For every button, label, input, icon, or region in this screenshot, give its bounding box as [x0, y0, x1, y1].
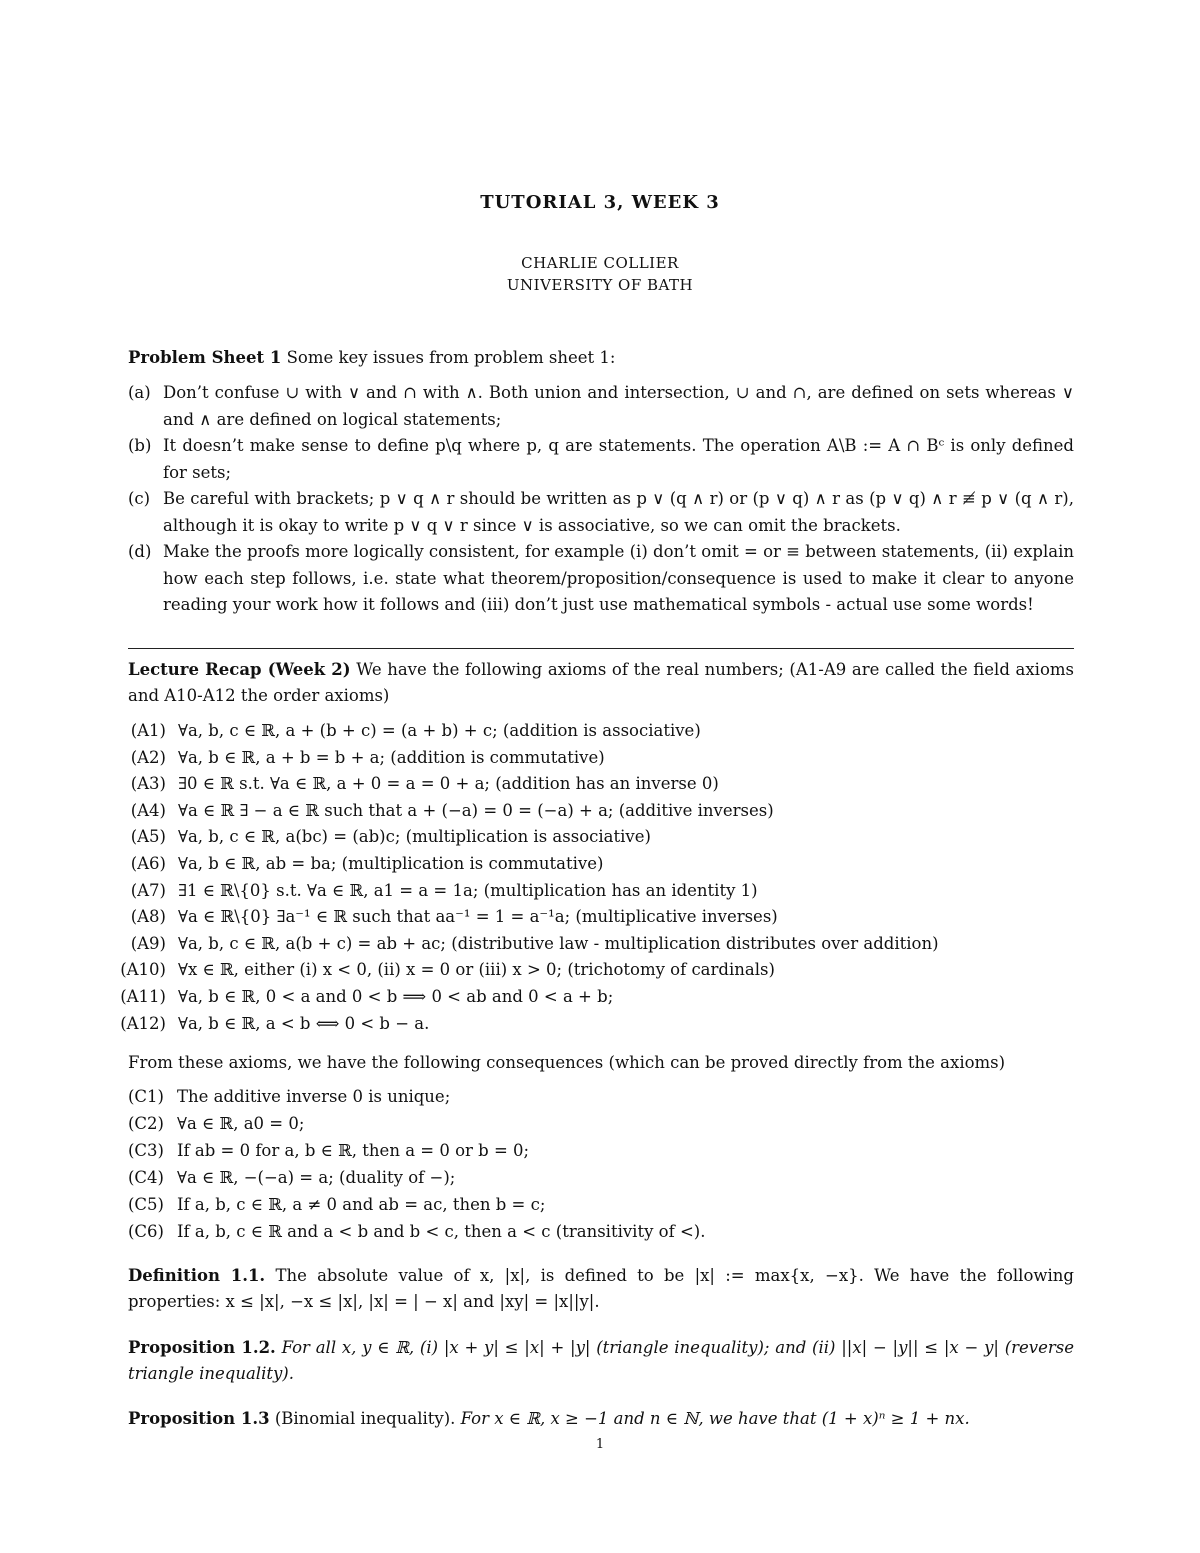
consequence-item	[128, 1164, 1074, 1191]
axiom-label: (A10)	[120, 960, 166, 980]
problem-sheet-heading: Problem Sheet 1	[128, 348, 282, 367]
axiom-item	[120, 984, 1074, 1011]
list-item	[128, 486, 1074, 539]
list-item	[128, 539, 1074, 619]
axiom-item	[128, 904, 1074, 931]
axiom-label: (A5)	[130, 827, 166, 847]
axiom-label: (A1)	[130, 721, 166, 740]
axiom-text: ∀a ∈ ℝ ∃ − a ∈ ℝ such that a + (−a) = 0 = (−a) + a; (additive inverses)	[178, 800, 774, 820]
consequence-text: ∀a ∈ ℝ, a0 = 0;	[177, 1114, 305, 1133]
proposition-1-3	[128, 1406, 1074, 1432]
item-text: Be careful with brackets; p ∨ q ∧ r should be written as p ∨ (q ∧ r) or (p ∨ q) ∧ r as (p ∨ q) ∧ r ≢ p ∨ (q ∧ r), although it is okay to write p ∨ q ∨ r since ∨ is associative, so we can omit the brackets.	[163, 489, 1074, 535]
item-text: It doesn’t make sense to define p\q where p, q are statements. The operation A\B := A ∩ Bᶜ is only defined for sets;	[163, 436, 1074, 482]
axiom-item	[128, 824, 1074, 851]
page-number: 1	[595, 1437, 605, 1452]
axiom-item	[120, 1011, 1074, 1038]
axiom-text: ∀a, b, c ∈ ℝ, a(bc) = (ab)c; (multiplication is associative)	[178, 827, 651, 847]
proposition-text: For x ∈ ℝ, x ≥ −1 and n ∈ ℕ, we have that (1 + x)ⁿ ≥ 1 + nx.	[460, 1409, 970, 1428]
page-title: TUTORIAL 3, WEEK 3	[480, 192, 720, 213]
item-text: Don’t confuse ∪ with ∨ and ∩ with ∧. Both union and intersection, ∪ and ∩, are defined on sets whereas ∨ and ∧ are defined on logical statements;	[163, 383, 1074, 429]
item-label: (a)	[128, 383, 151, 402]
consequence-item	[128, 1110, 1074, 1137]
proposition-heading: Proposition 1.2.	[128, 1338, 276, 1357]
problem-sheet-intro-text: Some key issues from problem sheet 1:	[286, 348, 616, 367]
consequence-label: (C5)	[128, 1195, 164, 1214]
axiom-item	[128, 718, 1074, 745]
axiom-item	[128, 798, 1074, 825]
consequence-text: ∀a ∈ ℝ, −(−a) = a; (duality of −);	[177, 1168, 456, 1187]
lecture-recap-heading: Lecture Recap (Week 2)	[128, 660, 351, 679]
consequence-text: The additive inverse 0 is unique;	[177, 1087, 451, 1106]
axiom-label: (A8)	[130, 907, 166, 927]
lecture-recap-intro-text: We have the following axioms of the real numbers; (A1-A9 are called the field axioms and A10-A12 the order axioms)	[128, 660, 1074, 705]
axiom-text: ∃1 ∈ ℝ\{0} s.t. ∀a ∈ ℝ, a1 = a = 1a; (multiplication has an identity 1)	[178, 880, 758, 900]
axiom-label: (A9)	[130, 933, 166, 953]
consequence-label: (C2)	[128, 1114, 164, 1133]
axiom-item	[128, 931, 1074, 958]
consequence-label: (C3)	[128, 1141, 164, 1160]
item-text: Make the proofs more logically consistent, for example (i) don’t omit = or ≡ between statements, (ii) explain how each step follows, i.e. state what theorem/proposition/consequence is used to make it clear to anyone reading your work how it follows and (iii) don’t just use mathematical symbols - actual use some words!	[163, 542, 1074, 614]
consequences-list	[128, 1083, 1074, 1245]
axiom-label: (A2)	[130, 747, 166, 767]
axiom-text: ∀a, b, c ∈ ℝ, a(b + c) = ab + ac; (distributive law - multiplication distributes over addition)	[178, 933, 939, 953]
consequence-item	[128, 1218, 1074, 1245]
item-label: (b)	[128, 436, 152, 455]
proposition-text: For all x, y ∈ ℝ, (i) |x + y| ≤ |x| + |y| (triangle inequality); and (ii) ||x| − |y|| ≤ |x − y| (reverse triangle inequality).	[128, 1338, 1075, 1383]
item-label: (c)	[128, 489, 151, 508]
lecture-recap-intro	[128, 657, 1074, 709]
axiom-text: ∀a, b, c ∈ ℝ, a + (b + c) = (a + b) + c; (addition is associative)	[178, 721, 701, 740]
definition-text: The absolute value of x, |x|, is defined to be |x| := max{x, −x}. We have the following properties: x ≤ |x|, −x ≤ |x|, |x| = | − x| and |xy| = |x||y|.	[128, 1266, 1074, 1311]
item-label: (d)	[128, 542, 152, 561]
axiom-text: ∀a, b ∈ ℝ, 0 < a and 0 < b ⟹ 0 < ab and 0 < a + b;	[178, 986, 614, 1006]
axioms-list	[120, 718, 1074, 1037]
axiom-label: (A7)	[130, 880, 166, 900]
consequence-item	[128, 1083, 1074, 1110]
axiom-item	[120, 957, 1074, 984]
proposition-1-2	[128, 1335, 1074, 1387]
consequence-text: If a, b, c ∈ ℝ, a ≠ 0 and ab = ac, then b = c;	[177, 1195, 546, 1214]
consequence-label: (C4)	[128, 1168, 164, 1187]
axiom-label: (A4)	[130, 800, 166, 820]
consequence-item	[128, 1137, 1074, 1164]
axiom-text: ∀a, b ∈ ℝ, ab = ba; (multiplication is commutative)	[178, 853, 604, 873]
problem-sheet-intro	[128, 345, 1074, 371]
axiom-text: ∀a ∈ ℝ\{0} ∃a⁻¹ ∈ ℝ such that aa⁻¹ = 1 = a⁻¹a; (multiplicative inverses)	[178, 907, 778, 927]
consequences-intro: From these axioms, we have the following consequences (which can be proved directly from the axioms)	[128, 1053, 1006, 1072]
axiom-item	[128, 878, 1074, 905]
consequence-item	[128, 1191, 1074, 1218]
proposition-name: (Binomial inequality).	[274, 1409, 456, 1428]
axiom-label: (A11)	[120, 986, 166, 1006]
axiom-label: (A6)	[130, 853, 166, 873]
proposition-heading: Proposition 1.3	[128, 1409, 270, 1428]
definition-heading: Definition 1.1.	[128, 1266, 266, 1285]
consequence-text: If a, b, c ∈ ℝ and a < b and b < c, then a < c (transitivity of <).	[177, 1222, 706, 1241]
definition-1-1	[128, 1263, 1074, 1315]
consequence-text: If ab = 0 for a, b ∈ ℝ, then a = 0 or b = 0;	[177, 1141, 530, 1160]
list-item	[128, 380, 1074, 433]
consequence-label: (C6)	[128, 1222, 164, 1241]
axiom-text: ∀a, b ∈ ℝ, a + b = b + a; (addition is commutative)	[178, 747, 605, 767]
axiom-text: ∀x ∈ ℝ, either (i) x < 0, (ii) x = 0 or (iii) x > 0; (trichotomy of cardinals)	[178, 960, 775, 980]
axiom-item	[128, 771, 1074, 798]
section-divider	[128, 648, 1074, 649]
problem-sheet-list	[128, 380, 1074, 619]
author-name: CHARLIE COLLIER	[521, 254, 679, 272]
axiom-item	[128, 851, 1074, 878]
axiom-item	[128, 745, 1074, 772]
axiom-text: ∀a, b ∈ ℝ, a < b ⟺ 0 < b − a.	[178, 1013, 430, 1033]
axiom-label: (A3)	[130, 774, 166, 794]
author-affiliation: UNIVERSITY OF BATH	[506, 276, 694, 294]
axiom-label: (A12)	[120, 1013, 166, 1033]
consequence-label: (C1)	[128, 1087, 164, 1106]
axiom-text: ∃0 ∈ ℝ s.t. ∀a ∈ ℝ, a + 0 = a = 0 + a; (addition has an inverse 0)	[178, 774, 719, 794]
list-item	[128, 433, 1074, 486]
